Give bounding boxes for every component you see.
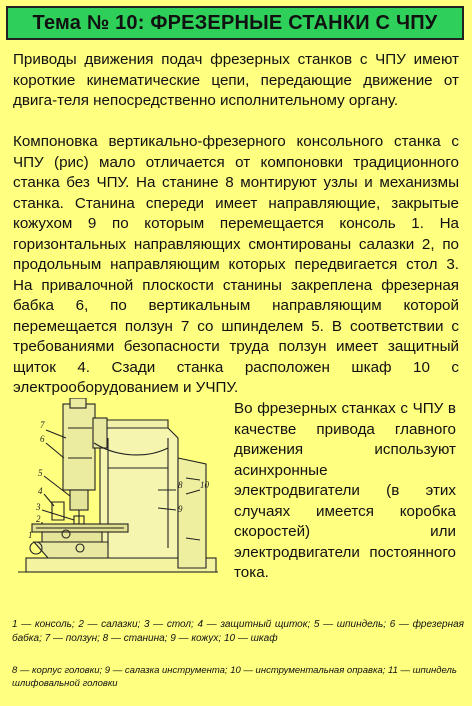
paragraph-layout: Компоновка вертикально-фрезерного консольного станка с ЧПУ (рис) мало отличается от компоновки традиционного станка без ЧПУ. На станине 8 монтируют узлы и механизмы станка. Станина спереди имеет направляющие, закрытые кожухом 9 по которым перемещается консоль 1. На горизонтальных направляющих смонтированы салазки 2, по продольным направляющим которых передвигается стол 3. На привалочной плоскости станины закреплена фрезерная бабка 6, по вертикальным направляющим которой перемещается ползун 7 со шпинделем 5. В соответствии с требованиями безопасности труда ползун имеет защитный щиток 4. Сзади станка расположен шкаф 10 с электрооборудованием и УЧПУ. [13,133,459,396]
figure-caption: 1 — консоль; 2 — салазки; 3 — стол; 4 — защитный щиток; 5 — шпиндель; 6 — фрезерная бабка; 7 — ползун; 8 — станина; 9 — кожух; 10 — шкаф [12,619,464,644]
figure-label-9: 9 [178,504,183,514]
page-title: Тема № 10: ФРЕЗЕРНЫЕ СТАНКИ С ЧПУ [32,11,438,34]
figure-label-1: 1 [28,530,33,540]
milling-machine-figure [8,398,224,582]
figure-label-6: 6 [40,434,45,444]
figure-label-5: 5 [38,468,43,478]
figure-label-3: 3 [36,502,41,512]
figure-label-10: 10 [200,480,209,490]
figure-label-7: 7 [40,420,45,430]
title-banner [6,6,464,40]
milling-machine-drawing [8,398,224,582]
figure-label-8: 8 [178,480,183,490]
secondary-caption: 8 — корпус головки; 9 — салазка инструмента; 10 — инструментальная оправка; 11 — шпиндель шлифовальной головки [12,665,457,689]
figure-label-2: 2 [36,514,41,524]
paragraph-main-drive: Во фрезерных станках с ЧПУ в качестве привода главного движения используют асинхронные электродвигатели (в этих случаях имеется коробка скоростей) или электродвигатели постоянного тока. [234,400,456,581]
figure-label-4: 4 [38,486,43,496]
paragraph-drives: Приводы движения подач фрезерных станков с ЧПУ имеют короткие кинематические цепи, передающие движение от двига-теля непосредственно исполнительному органу. [13,51,459,109]
